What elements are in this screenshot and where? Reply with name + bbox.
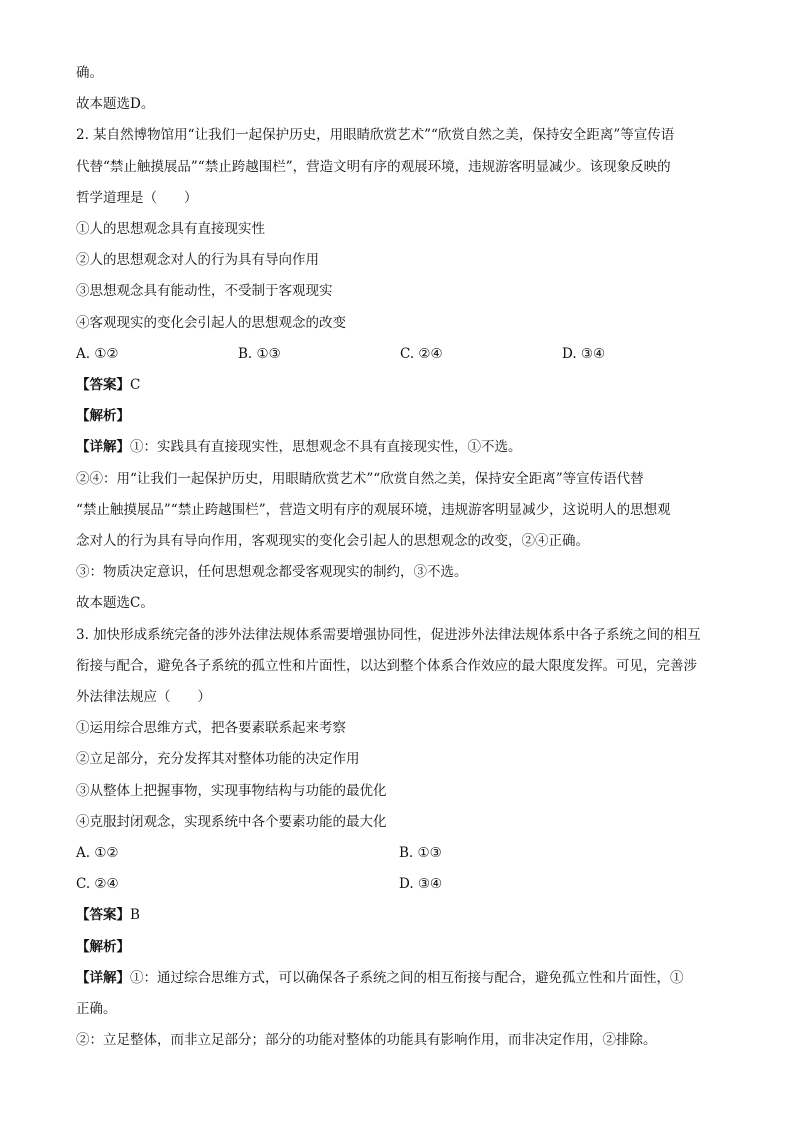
option-d: D. ③④ bbox=[399, 876, 443, 893]
question-stem-line: 3. 加快形成系统完备的涉外法律法规体系需要增强协同性，促进涉外法律法规体系中各子系统之间的相互 bbox=[76, 626, 701, 643]
analysis-tag: 【解析】 bbox=[76, 938, 130, 955]
detail-line: ③：物质决定意识，任何思想观念都受客观现实的制约，③不选。 bbox=[76, 564, 468, 581]
question-2 bbox=[76, 120, 726, 619]
answer-line bbox=[76, 900, 726, 931]
statement-item: ④客观现实的变化会引起人的思想观念的改变 bbox=[76, 314, 346, 331]
detail-line bbox=[76, 963, 726, 994]
detail-line: 故本题选C。 bbox=[76, 595, 154, 612]
answer-options-row-1 bbox=[76, 838, 726, 869]
text-line: 确。 bbox=[76, 65, 103, 81]
detail-line: 念对人的行为具有导向作用，客观现实的变化会引起人的思想观念的改变，②④正确。 bbox=[76, 533, 589, 550]
option-a: A. ①② bbox=[76, 345, 119, 362]
question-stem-line: 外法律法规应（ ） bbox=[76, 689, 211, 706]
option-c: C. ②④ bbox=[400, 345, 443, 362]
option-b: B. ①③ bbox=[399, 845, 442, 862]
answer-value: C bbox=[130, 377, 141, 394]
statement-item: ①运用综合思维方式，把各要素联系起来考察 bbox=[76, 720, 346, 737]
analysis-line bbox=[76, 401, 726, 432]
question-3 bbox=[76, 620, 726, 1057]
option-a: A. ①② bbox=[76, 845, 119, 862]
statement-item: ④克服封闭观念，实现系统中各个要素功能的最大化 bbox=[76, 813, 387, 830]
detail-line: ②④：用“让我们一起保护历史，用眼睛欣赏艺术”“欣赏自然之美，保持安全距离”等宣传语代替 bbox=[76, 470, 644, 487]
document-page bbox=[76, 58, 726, 1057]
question-stem-line: 衔接与配合，避免各子系统的孤立性和片面性，以达到整个体系合作效应的最大限度发挥。可见，完善涉 bbox=[76, 657, 697, 674]
statement-item: ①人的思想观念具有直接现实性 bbox=[76, 221, 265, 238]
question-stem-line: 代替“禁止触摸展品”“禁止跨越围栏”，营造文明有序的观展环境，违规游客明显减少。该现象反映的 bbox=[76, 158, 671, 175]
detail-line bbox=[76, 432, 726, 463]
statement-item: ③从整体上把握事物，实现事物结构与功能的最优化 bbox=[76, 782, 387, 799]
answer-line bbox=[76, 370, 726, 401]
detail-tag: 【详解】 bbox=[76, 439, 130, 456]
analysis-line bbox=[76, 932, 726, 963]
question-stem-line: 哲学道理是（ ） bbox=[76, 189, 198, 206]
statement-item: ②人的思想观念对人的行为具有导向作用 bbox=[76, 252, 319, 269]
detail-text: ①：实践具有直接现实性，思想观念不具有直接现实性，①不选。 bbox=[130, 439, 522, 456]
detail-line: “禁止触摸展品”“禁止跨越围栏”，营造文明有序的观展环境，违规游客明显减少，这说明人的思想观 bbox=[76, 501, 671, 518]
detail-line: 正确。 bbox=[76, 1001, 117, 1018]
option-c: C. ②④ bbox=[76, 876, 119, 893]
option-b: B. ①③ bbox=[238, 345, 281, 362]
analysis-tag: 【解析】 bbox=[76, 408, 130, 425]
answer-value: B bbox=[130, 907, 140, 924]
answer-tag: 【答案】 bbox=[76, 377, 130, 394]
option-d: D. ③④ bbox=[562, 345, 606, 362]
detail-tag: 【详解】 bbox=[76, 969, 130, 986]
detail-line: ②：立足整体，而非立足部分；部分的功能对整体的功能具有影响作用，而非决定作用，②排除。 bbox=[76, 1032, 657, 1049]
question-stem-line: 2. 某自然博物馆用“让我们一起保护历史，用眼睛欣赏艺术”“欣赏自然之美，保持安全距离”等宣传语 bbox=[76, 127, 675, 144]
text-line: 故本题选D。 bbox=[76, 96, 155, 113]
answer-tag: 【答案】 bbox=[76, 907, 130, 924]
answer-options bbox=[76, 339, 726, 370]
statement-item: ③思想观念具有能动性，不受制于客观现实 bbox=[76, 283, 333, 300]
statement-item: ②立足部分，充分发挥其对整体功能的决定作用 bbox=[76, 751, 360, 768]
detail-text: ①：通过综合思维方式，可以确保各子系统之间的相互衔接与配合，避免孤立性和片面性，① bbox=[130, 969, 684, 986]
answer-options-row-2 bbox=[76, 869, 726, 900]
